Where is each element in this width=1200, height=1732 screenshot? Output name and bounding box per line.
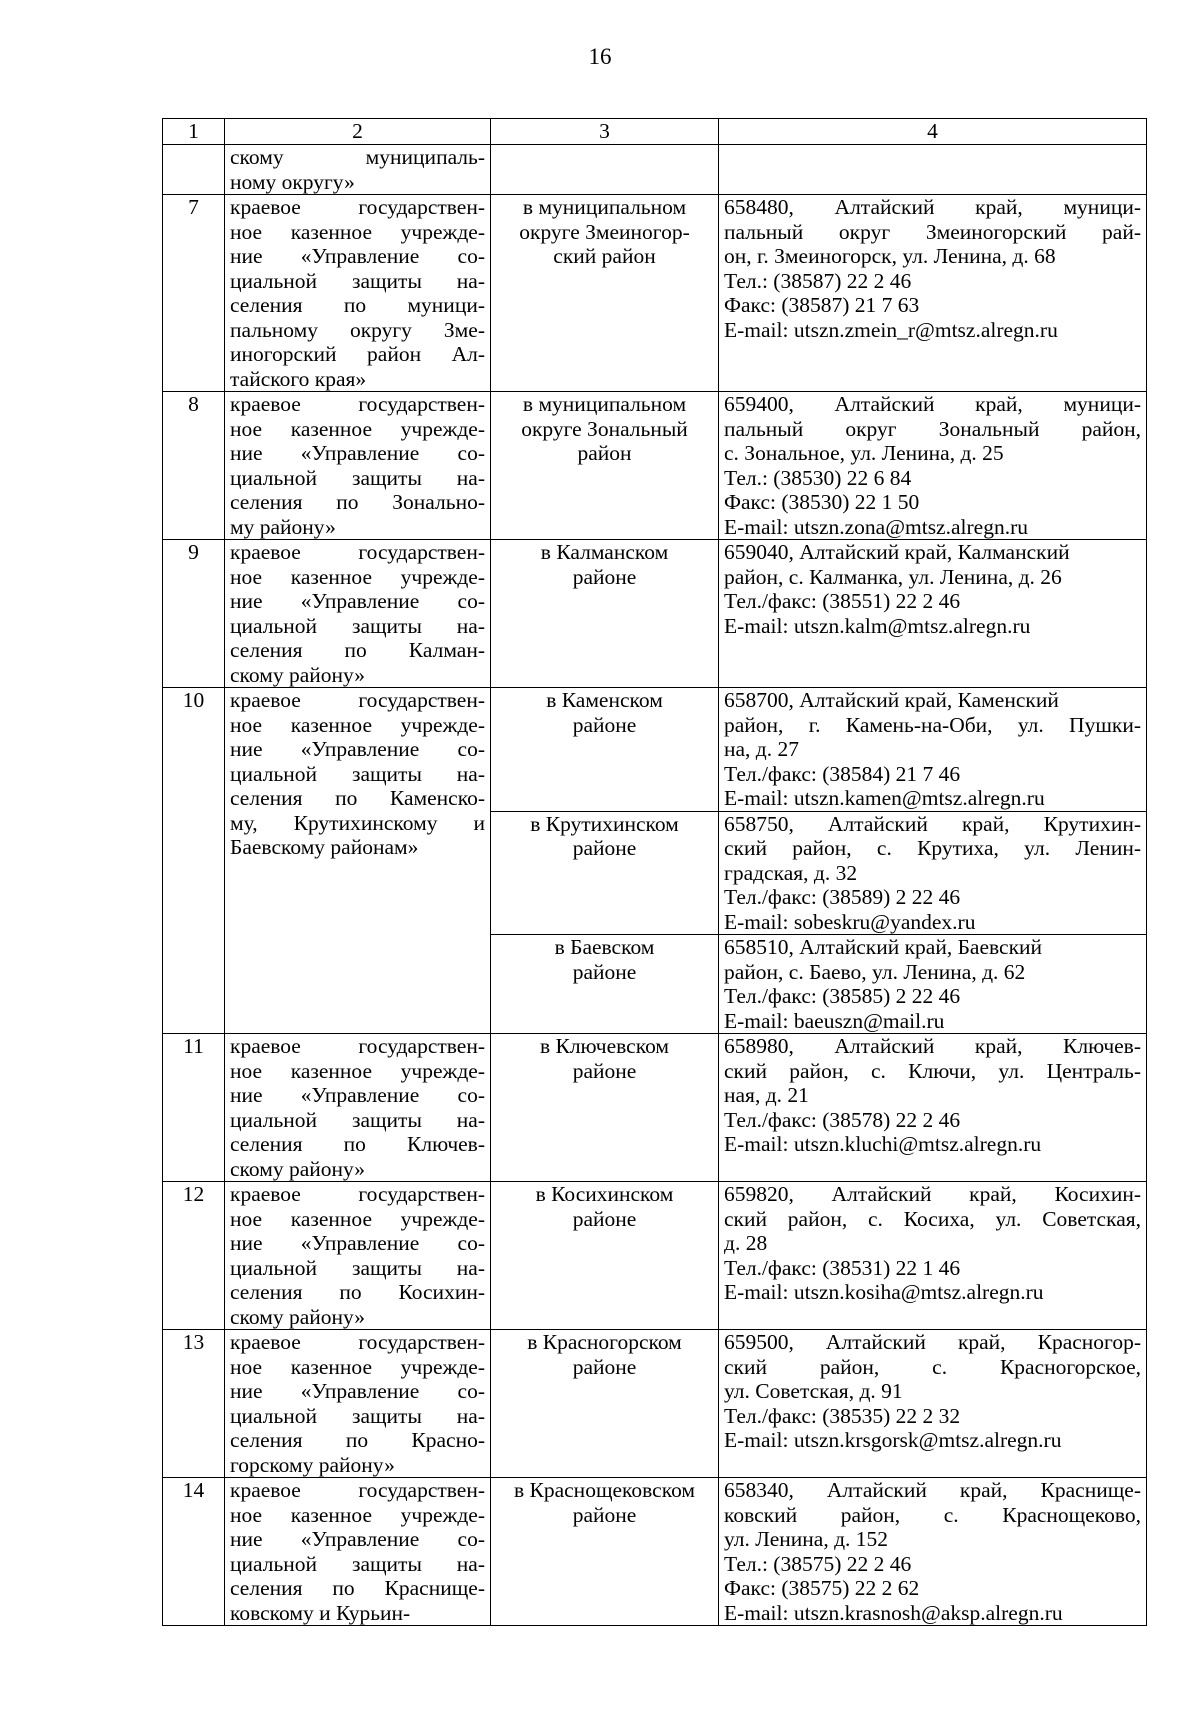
location-line: районе <box>572 836 637 860</box>
address-line: E-mail: utszn.kalm@mtsz.alregn.ru <box>724 613 1031 638</box>
address-line: ский район, с. Ключи, ул. Централь- <box>724 1058 1141 1083</box>
cell-line: ние «Управление со- <box>230 1231 485 1255</box>
address <box>719 540 1147 688</box>
cell-line: селения по Калман- <box>230 638 485 662</box>
cell-line: скому муниципаль- <box>230 145 485 169</box>
location-line: округе Зональный <box>521 416 688 441</box>
row-number: 14 <box>163 1478 225 1626</box>
location-line: районе <box>572 959 637 984</box>
organization-name <box>225 1478 491 1626</box>
location-line: районе <box>572 712 637 737</box>
address-line: 659040, Алтайский край, Калманский <box>724 540 1070 564</box>
address-line: ский район, с. Крутиха, ул. Ленин- <box>724 836 1141 860</box>
row-number: 13 <box>163 1330 225 1478</box>
cell-line: циальной защиты на- <box>230 1403 485 1428</box>
location-line: в Косихинском <box>535 1182 674 1206</box>
address <box>719 1034 1147 1182</box>
location <box>491 1034 719 1182</box>
address <box>719 1330 1147 1478</box>
location-line: район <box>577 441 632 465</box>
address-line: район, с. Баево, ул. Ленина, д. 62 <box>724 959 1026 984</box>
location-line: в муниципальном <box>522 392 687 416</box>
cell-line: селения по Красно- <box>230 1428 485 1452</box>
address-line: Тел./факс: (38551) 22 2 46 <box>724 589 961 613</box>
cell-line: ное казенное учрежде- <box>230 564 485 589</box>
row-number: 9 <box>163 540 225 688</box>
location <box>491 1182 719 1330</box>
address-line: 658980, Алтайский край, Ключев- <box>724 1034 1141 1058</box>
address-line: E-mail: utszn.kamen@mtsz.alregn.ru <box>724 786 1045 810</box>
address-line: он, г. Змеиногорск, ул. Ленина, д. 68 <box>724 244 1056 268</box>
cell-line: пальному округу Зме- <box>230 317 485 342</box>
cell-line: ковскому и Курьин- <box>230 1600 411 1625</box>
location <box>491 540 719 688</box>
cell-line: Баевскому районам» <box>230 835 419 859</box>
address-line: E-mail: utszn.zona@mtsz.alregn.ru <box>724 514 1028 539</box>
location-line: округе Змеиногор- <box>519 219 690 244</box>
header-col-4: 4 <box>719 119 1147 145</box>
cell-line: краевое государствен- <box>230 1330 485 1354</box>
cell-line: му, Крутихинскому и <box>230 810 485 835</box>
location-line: в муниципальном <box>522 195 687 219</box>
location-line: районе <box>572 1206 637 1231</box>
cell-line: ние «Управление со- <box>230 589 485 613</box>
organization-name <box>225 392 491 540</box>
page-number: 16 <box>588 44 612 69</box>
cell-line: селения по Каменско- <box>230 786 485 810</box>
address <box>719 1478 1147 1626</box>
header-col-1: 1 <box>163 119 225 145</box>
cell-line: скому району» <box>230 662 366 687</box>
address-line: Тел./факс: (38589) 2 22 46 <box>724 885 961 909</box>
location-line: в Краснощековском <box>513 1478 696 1502</box>
address-line: Факс: (38587) 21 7 63 <box>724 293 920 317</box>
location-line: районе <box>572 1354 637 1379</box>
location-line: в Калманском <box>540 540 669 564</box>
row-number: 12 <box>163 1182 225 1330</box>
cell-line: ное казенное учрежде- <box>230 219 485 244</box>
address-line: E-mail: utszn.krasnosh@aksp.alregn.ru <box>724 1600 1063 1625</box>
cell-line: циальной защиты на- <box>230 465 485 490</box>
organization-name <box>225 688 491 1034</box>
address-line: Факс: (38575) 22 2 62 <box>724 1576 920 1600</box>
address-line: E-mail: utszn.kluchi@mtsz.alregn.ru <box>724 1132 1042 1156</box>
cell-line: ное казенное учрежде- <box>230 416 485 441</box>
table-header-row <box>163 119 1147 145</box>
cell-line: циальной защиты на- <box>230 1107 485 1132</box>
address-line: пальный округ Зональный район, <box>724 416 1141 441</box>
address-line: Тел.: (38587) 22 2 46 <box>724 268 912 293</box>
location <box>491 935 719 1034</box>
cell-line: ние «Управление со- <box>230 737 485 761</box>
address-line: пальный округ Змеиногорский рай- <box>724 219 1141 244</box>
cell-line: селения по Зонально- <box>230 490 485 514</box>
address-line: E-mail: utszn.krsgorsk@mtsz.alregn.ru <box>724 1428 1062 1452</box>
address-line: 658480, Алтайский край, муници- <box>724 195 1141 219</box>
address-line: E-mail: sobeskru@yandex.ru <box>724 909 976 934</box>
location-line: районе <box>572 564 637 589</box>
cell-line: циальной защиты на- <box>230 1551 485 1576</box>
cell-line: краевое государствен- <box>230 1182 485 1206</box>
cell-line: краевое государствен- <box>230 195 485 219</box>
institutions-table <box>162 118 1147 1626</box>
cell-line: ное казенное учрежде- <box>230 712 485 737</box>
organization-name <box>225 540 491 688</box>
address-line: район, г. Камень-на-Оби, ул. Пушки- <box>724 712 1141 737</box>
organization-name <box>225 145 491 195</box>
cell-line: циальной защиты на- <box>230 268 485 293</box>
row-number <box>163 145 225 195</box>
location-line: в Ключевском <box>539 1034 670 1058</box>
organization-name <box>225 1182 491 1330</box>
address-line: 659820, Алтайский край, Косихин- <box>724 1182 1141 1206</box>
location <box>491 145 719 195</box>
cell-line: иногорский район Ал- <box>230 342 485 366</box>
cell-line: ние «Управление со- <box>230 441 485 465</box>
cell-line: циальной защиты на- <box>230 1255 485 1280</box>
address-line: ковский район, с. Краснощеково, <box>724 1502 1141 1527</box>
address-line: 659500, Алтайский край, Красногор- <box>724 1330 1141 1354</box>
address-line: с. Зональное, ул. Ленина, д. 25 <box>724 441 1004 465</box>
address-line: на, д. 27 <box>724 737 799 761</box>
row-number: 11 <box>163 1034 225 1182</box>
location <box>491 1478 719 1626</box>
location <box>491 392 719 540</box>
address-line: Тел./факс: (38584) 21 7 46 <box>724 761 961 786</box>
location <box>491 811 719 935</box>
table-row <box>163 392 1147 540</box>
cell-line: селения по Косихин- <box>230 1280 485 1304</box>
address-line: 658510, Алтайский край, Баевский <box>724 935 1043 959</box>
cell-line: скому району» <box>230 1156 366 1181</box>
cell-line: ние «Управление со- <box>230 1083 485 1107</box>
address-line: Тел./факс: (38585) 2 22 46 <box>724 984 961 1008</box>
header-col-3: 3 <box>491 119 719 145</box>
address <box>719 195 1147 392</box>
organization-name <box>225 195 491 392</box>
organization-name <box>225 1330 491 1478</box>
cell-line: селения по Краснище- <box>230 1576 485 1600</box>
cell-line: селения по муници- <box>230 293 485 317</box>
address-line: Тел.: (38575) 22 2 46 <box>724 1551 912 1576</box>
cell-line: ние «Управление со- <box>230 1527 485 1551</box>
address <box>719 1182 1147 1330</box>
header-col-2: 2 <box>225 119 491 145</box>
table-row-continuation <box>163 145 1147 195</box>
cell-line: ное казенное учрежде- <box>230 1206 485 1231</box>
address-line: E-mail: utszn.zmein_r@mtsz.alregn.ru <box>724 317 1058 342</box>
location-line: районе <box>572 1058 637 1083</box>
address-line: ная, д. 21 <box>724 1083 809 1107</box>
address-line: Тел./факс: (38535) 22 2 32 <box>724 1403 961 1428</box>
address-line: д. 28 <box>724 1231 768 1255</box>
row-number: 10 <box>163 688 225 1034</box>
table-row <box>163 1034 1147 1182</box>
cell-line: краевое государствен- <box>230 1478 485 1502</box>
table-row <box>163 1182 1147 1330</box>
address-line: 659400, Алтайский край, муници- <box>724 392 1141 416</box>
location <box>491 688 719 812</box>
location-line: в Баевском <box>554 935 655 959</box>
cell-line: ное казенное учрежде- <box>230 1354 485 1379</box>
location-line: в Красногорском <box>527 1330 682 1354</box>
location <box>491 195 719 392</box>
location-line: в Крутихинском <box>530 811 679 836</box>
table-row <box>163 688 1147 812</box>
cell-line: ному округу» <box>230 169 355 194</box>
table-row <box>163 1478 1147 1626</box>
address-line: Тел.: (38530) 22 6 84 <box>724 465 912 490</box>
cell-line: тайского края» <box>230 366 367 391</box>
address-line: ский район, с. Красногорское, <box>724 1354 1141 1379</box>
row-number: 8 <box>163 392 225 540</box>
address <box>719 392 1147 540</box>
address <box>719 688 1147 812</box>
cell-line: циальной защиты на- <box>230 613 485 638</box>
organization-name <box>225 1034 491 1182</box>
cell-line: краевое государствен- <box>230 1034 485 1058</box>
row-number: 7 <box>163 195 225 392</box>
address <box>719 935 1147 1034</box>
location <box>491 1330 719 1478</box>
address-line: 658750, Алтайский край, Крутихин- <box>724 811 1141 836</box>
address-line: E-mail: baeuszn@mail.ru <box>724 1008 945 1033</box>
cell-line: краевое государствен- <box>230 392 485 416</box>
address-line: район, с. Калманка, ул. Ленина, д. 26 <box>724 564 1062 589</box>
cell-line: ние «Управление со- <box>230 244 485 268</box>
address <box>719 811 1147 935</box>
cell-line: краевое государствен- <box>230 688 485 712</box>
cell-line: ное казенное учрежде- <box>230 1502 485 1527</box>
location-line: в Каменском <box>546 688 663 712</box>
address-line: Тел./факс: (38531) 22 1 46 <box>724 1255 961 1280</box>
address-line: 658340, Алтайский край, Краснище- <box>724 1478 1141 1502</box>
address-line: ул. Советская, д. 91 <box>724 1379 903 1403</box>
cell-line: циальной защиты на- <box>230 761 485 786</box>
cell-line: краевое государствен- <box>230 540 485 564</box>
table-row <box>163 540 1147 688</box>
address-line: Тел./факс: (38578) 22 2 46 <box>724 1107 961 1132</box>
address-line: 658700, Алтайский край, Каменский <box>724 688 1059 712</box>
cell-line: скому району» <box>230 1304 366 1329</box>
address-line: ский район, с. Косиха, ул. Советская, <box>724 1206 1141 1231</box>
table-row <box>163 195 1147 392</box>
cell-line: му району» <box>230 514 336 539</box>
address-line: Факс: (38530) 22 1 50 <box>724 490 920 514</box>
address <box>719 145 1147 195</box>
address-line: градская, д. 32 <box>724 860 858 885</box>
cell-line: ное казенное учрежде- <box>230 1058 485 1083</box>
location-line: ский район <box>553 244 656 268</box>
cell-line: селения по Ключев- <box>230 1132 485 1156</box>
cell-line: горскому району» <box>230 1452 395 1477</box>
address-line: ул. Ленина, д. 152 <box>724 1527 889 1551</box>
address-line: E-mail: utszn.kosiha@mtsz.alregn.ru <box>724 1280 1044 1304</box>
table-row <box>163 1330 1147 1478</box>
cell-line: ние «Управление со- <box>230 1379 485 1403</box>
location-line: районе <box>572 1502 637 1527</box>
